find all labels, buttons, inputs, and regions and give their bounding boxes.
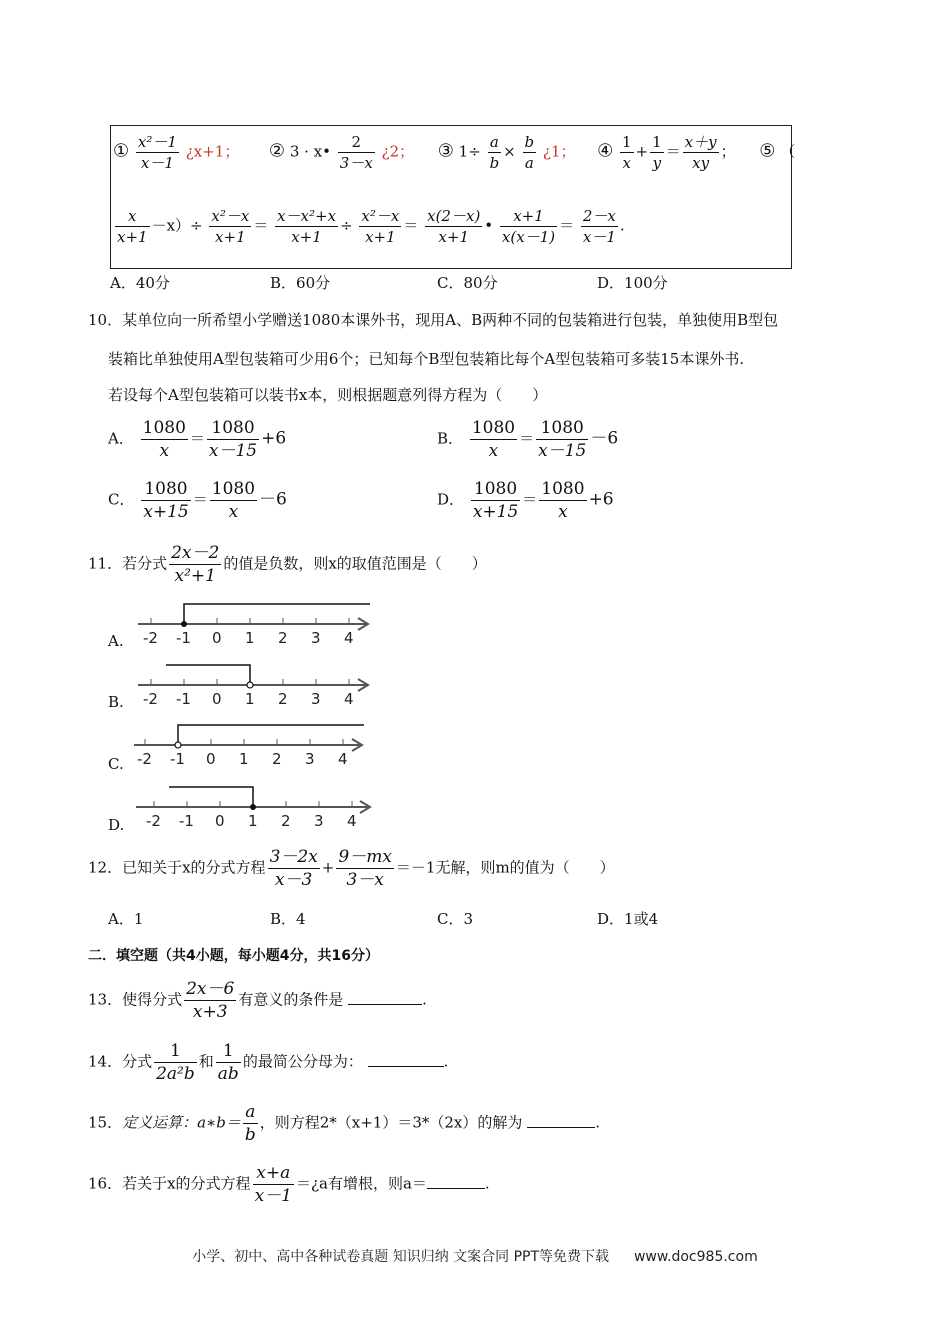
q10-option-b[interactable]: B． $\frac{1080}{x}$ ＝ $\frac{1080}{x-15}$ －6: [437, 418, 619, 461]
frac-1-over-x: $\frac{1}{x}$: [621, 133, 632, 172]
q12-option-c[interactable]: C．3: [437, 910, 474, 928]
q14-number: 14．: [88, 1052, 123, 1071]
q16-frac: $\frac{x+a}{x-1}$: [254, 1163, 292, 1206]
q10-d-tail: +6: [588, 489, 614, 510]
q10-d-left-frac: $\frac{1080}{x+15}$: [472, 479, 519, 522]
q12-stem: 12．已知关于x的分式方程 $\frac{3-2x}{x-3}$ + $\frac{9-mx}{3-x}$ ＝－1无解，则m的值为（ ）: [88, 847, 615, 890]
q9-option-c[interactable]: C．80分: [437, 274, 498, 292]
tick-label: -2: [146, 812, 161, 830]
q9-box-row2: $\frac{x}{x+1}$ －x）÷ $\frac{\text{x²－x}}{x+1}$ ＝ $\frac{\text{x－x²+x}}{x+1}$ ÷ $\frac{\text{x²－x}}{x+1}$ ＝ $\frac{x(2-x)}{x+1}$ • $\frac{x+1}{x(x-1)}$ ＝ $\frac{2-x}{x-1}$ .: [117, 207, 625, 246]
q16-stem: 16．若关于x的分式方程 $\frac{x+a}{x-1}$ ＝¿a有增根，则a＝ .: [88, 1163, 490, 1206]
q16-post: ＝¿a有增根，则a＝: [295, 1174, 427, 1193]
q10-d-label: D．: [437, 490, 465, 509]
q11-numberline-c[interactable]: [130, 719, 380, 771]
q13-number: 13．: [88, 990, 123, 1009]
tick-label: -1: [170, 750, 185, 768]
p5-open: （: [780, 142, 796, 161]
q10-a-label: A．: [108, 429, 134, 448]
q11-post: 的值是负数，则x的取值范围是（ ）: [223, 554, 487, 573]
tick-label: 4: [338, 750, 348, 768]
frac-b-over-a: $\frac{b}{a}$: [524, 133, 535, 172]
tick-label: -1: [176, 690, 191, 708]
tick-label: 0: [206, 750, 216, 768]
q11-option-b-label[interactable]: B.: [108, 693, 124, 711]
p4-semicolon: ；: [720, 142, 736, 161]
p3-rhs: ¿1；: [542, 142, 576, 161]
q14-frac2: $\frac{1}{ab}$: [217, 1041, 239, 1084]
frac-a-over-b: $\frac{a}{b}$: [489, 133, 500, 172]
tick-label: 2: [278, 629, 288, 647]
q10-option-c[interactable]: C． $\frac{1080}{x+15}$ ＝ $\frac{1080}{x}$ －6: [108, 479, 287, 522]
q12-option-a[interactable]: A．1: [108, 910, 144, 928]
q10-number: 10．: [88, 311, 123, 329]
tick-label: 3: [311, 629, 321, 647]
circle-3: ③: [437, 140, 454, 162]
q12-option-b[interactable]: B．4: [270, 910, 306, 928]
page-footer: [0, 1246, 950, 1266]
q11-numberline-b[interactable]: [130, 659, 380, 711]
q10-c-tail: －6: [259, 489, 287, 510]
q10-b-label: B．: [437, 429, 464, 448]
q11-number: 11．: [88, 554, 123, 573]
q11-numberline-a[interactable]: [130, 598, 380, 650]
tick-label: 1: [245, 690, 255, 708]
q13-answer-blank[interactable]: [348, 990, 422, 1005]
tick-label: 3: [305, 750, 315, 768]
p2-lead: 3 · x•: [289, 142, 331, 161]
q16-answer-blank[interactable]: [427, 1174, 485, 1189]
frac-x2-x-paren: $\frac{x(2-x)}{x+1}$: [427, 207, 481, 246]
frac-xpy-over-xy: $\frac{x+y}{xy}$: [684, 133, 717, 172]
frac-x-over-x1: $\frac{x}{x+1}$: [117, 207, 148, 246]
q10-text2: 装箱比单独使用A型包装箱可少用6个；已知每个B型包装箱比每个A型包装箱可多装15本课外书.: [108, 350, 745, 368]
q12-frac1: $\frac{3-2x}{x-3}$: [269, 847, 318, 890]
q12-option-d[interactable]: D．1或4: [597, 910, 659, 928]
q10-line1: [88, 309, 778, 330]
tick-label: -2: [143, 690, 158, 708]
q10-a-right-frac: $\frac{1080}{x-15}$: [208, 418, 258, 461]
q10-c-left-frac: $\frac{1080}{x+15}$: [143, 479, 189, 522]
footer-site-link[interactable]: www.doc985.com: [633, 1249, 758, 1265]
q10-option-d[interactable]: D． $\frac{1080}{x+15}$ ＝ $\frac{1080}{x}$ +6: [437, 479, 614, 522]
frac-x2-1-over-x-1: $\frac{\text{x²－1}}{x-1}$: [137, 133, 177, 172]
q14-pre: 分式: [122, 1052, 153, 1071]
q15-answer-blank[interactable]: [527, 1113, 595, 1128]
q15-number: 15．: [88, 1113, 123, 1132]
q10-b-right-frac: $\frac{1080}{x-15}$: [538, 418, 587, 461]
q11-pre: 若分式: [122, 554, 168, 573]
tick-label: 2: [278, 690, 288, 708]
footer-text: 小学、初中、高中各种试卷真题 知识归纳 文案合同 PPT等免费下载: [192, 1249, 610, 1265]
frac-2-over-3-x: $\frac{2}{3-x}$: [339, 133, 373, 172]
circle-4: ④: [597, 140, 614, 162]
p2-rhs: ¿2；: [381, 142, 415, 161]
q14-post: 的最简公分母为：: [242, 1052, 363, 1071]
q13-stem: 13．使得分式 $\frac{2x-6}{x+3}$ 有意义的条件是 .: [88, 979, 427, 1022]
p3-lead: 1÷: [458, 142, 481, 161]
q12-number: 12．: [88, 858, 123, 877]
q16-number: 16．: [88, 1174, 123, 1193]
q13-pre: 使得分式: [122, 990, 183, 1009]
q10-b-tail: －6: [590, 428, 619, 449]
tick-label: 3: [314, 812, 324, 830]
tick-label: 1: [248, 812, 258, 830]
tick-label: -2: [137, 750, 152, 768]
q15-pre: 定义运算：a∗b＝: [122, 1113, 241, 1132]
circle-1: ①: [113, 140, 130, 162]
section-fill-in-title: 二．填空题（共4小题，每小题4分，共16分）: [88, 948, 379, 964]
q10-c-label: C．: [108, 490, 135, 509]
q11-frac: $\frac{2x-2}{\text{x²+1}}$: [171, 543, 220, 586]
q11-option-a-label[interactable]: A.: [108, 632, 124, 650]
q15-post: ，则方程2*（x+1）＝3*（2x）的解为: [259, 1113, 523, 1132]
tick-label: 1: [239, 750, 249, 768]
q14-frac1: $\frac{1}{\text{2a²b}}$: [156, 1041, 195, 1084]
q15-frac: $\frac{a}{b}$: [244, 1102, 256, 1145]
tick-label: 4: [344, 690, 354, 708]
q14-mid: 和: [198, 1052, 214, 1071]
q13-post: 有意义的条件是: [238, 990, 344, 1009]
q9-box-row1: ① $\frac{\text{x²－1}}{x-1}$ ¿x+1； ② 3 · x• $\frac{2}{3-x}$ ¿2； ③ 1÷ $\frac{a}{b}$ × $\frac{b}{a}$ ¿1； ④ $\frac{1}{x}$ + $\frac{1}{y}$ ＝ $\frac{x+y}{xy}$ ； ⑤ （: [113, 133, 796, 172]
q10-b-left-frac: $\frac{1080}{x}$: [471, 418, 516, 461]
q10-text3: 若设每个A型包装箱可以装书x本，则根据题意列得方程为（ ）: [108, 386, 548, 404]
tick-label: 0: [212, 629, 222, 647]
q16-pre: 若关于x的分式方程: [122, 1174, 251, 1193]
q10-c-right-frac: $\frac{1080}{x}$: [211, 479, 256, 522]
tick-label: -2: [143, 629, 158, 647]
q11-option-d-label[interactable]: D.: [108, 816, 125, 834]
q12-pre: 已知关于x的分式方程: [122, 858, 266, 877]
frac-x2-x-over-x1-b: $\frac{\text{x²－x}}{x+1}$: [361, 207, 400, 246]
frac-x-x2-x-over-x1: $\frac{\text{x－x²+x}}{x+1}$: [277, 207, 337, 246]
q10-text1: 某单位向一所希望小学赠送1080本课外书，现用A、B两种不同的包装箱进行包装，单独使用B型包: [122, 311, 779, 329]
q11-stem: [88, 542, 487, 587]
tick-label: 4: [347, 812, 357, 830]
tick-label: 2: [281, 812, 291, 830]
q9-option-d[interactable]: D．100分: [597, 274, 668, 292]
q12-frac2: $\frac{9-mx}{3-x}$: [338, 847, 392, 890]
q9-option-b[interactable]: B．60分: [270, 274, 331, 292]
q10-a-tail: +6: [261, 428, 287, 449]
p1-rhs: ¿x+1；: [185, 142, 240, 161]
frac-x2-x-over-x1: $\frac{\text{x²－x}}{x+1}$: [211, 207, 250, 246]
q14-answer-blank[interactable]: [368, 1052, 444, 1067]
q12-post: ＝－1无解，则m的值为（ ）: [395, 858, 615, 877]
q11-option-c-label[interactable]: C.: [108, 755, 124, 773]
tick-label: -1: [179, 812, 194, 830]
circle-5: ⑤: [759, 140, 776, 162]
tick-label: 2: [272, 750, 282, 768]
tick-label: 0: [212, 690, 222, 708]
tick-label: 3: [311, 690, 321, 708]
tick-label: -1: [176, 629, 191, 647]
frac-2-x-over-x-1: $\frac{2-x}{x-1}$: [582, 207, 616, 246]
tick-label: 1: [245, 629, 255, 647]
frac-1-over-y: $\frac{1}{y}$: [652, 133, 662, 172]
tick-label: 0: [215, 812, 225, 830]
q10-option-a[interactable]: A． $\frac{1080}{x}$ ＝ $\frac{1080}{x-15}$ +6: [108, 418, 287, 461]
q15-stem: 15．定义运算：a∗b＝ $\frac{a}{b}$ ，则方程2*（x+1）＝3*（2x）的解为 .: [88, 1102, 600, 1145]
q13-frac: $\frac{2x-6}{x+3}$: [186, 979, 235, 1022]
q11-numberline-d[interactable]: [130, 781, 380, 833]
q10-d-right-frac: $\frac{1080}{x}$: [541, 479, 585, 522]
tick-label: 4: [344, 629, 354, 647]
q9-option-a[interactable]: A．40分: [110, 274, 170, 292]
frac-x1-over-xx-1: $\frac{x+1}{x(x-1)}$: [501, 207, 556, 246]
q14-stem: 14．分式 $\frac{1}{\text{2a²b}}$ 和 $\frac{1}{ab}$ 的最简公分母为： .: [88, 1041, 449, 1084]
q10-a-left-frac: $\frac{1080}{x}$: [142, 418, 186, 461]
circle-2: ②: [268, 140, 286, 162]
